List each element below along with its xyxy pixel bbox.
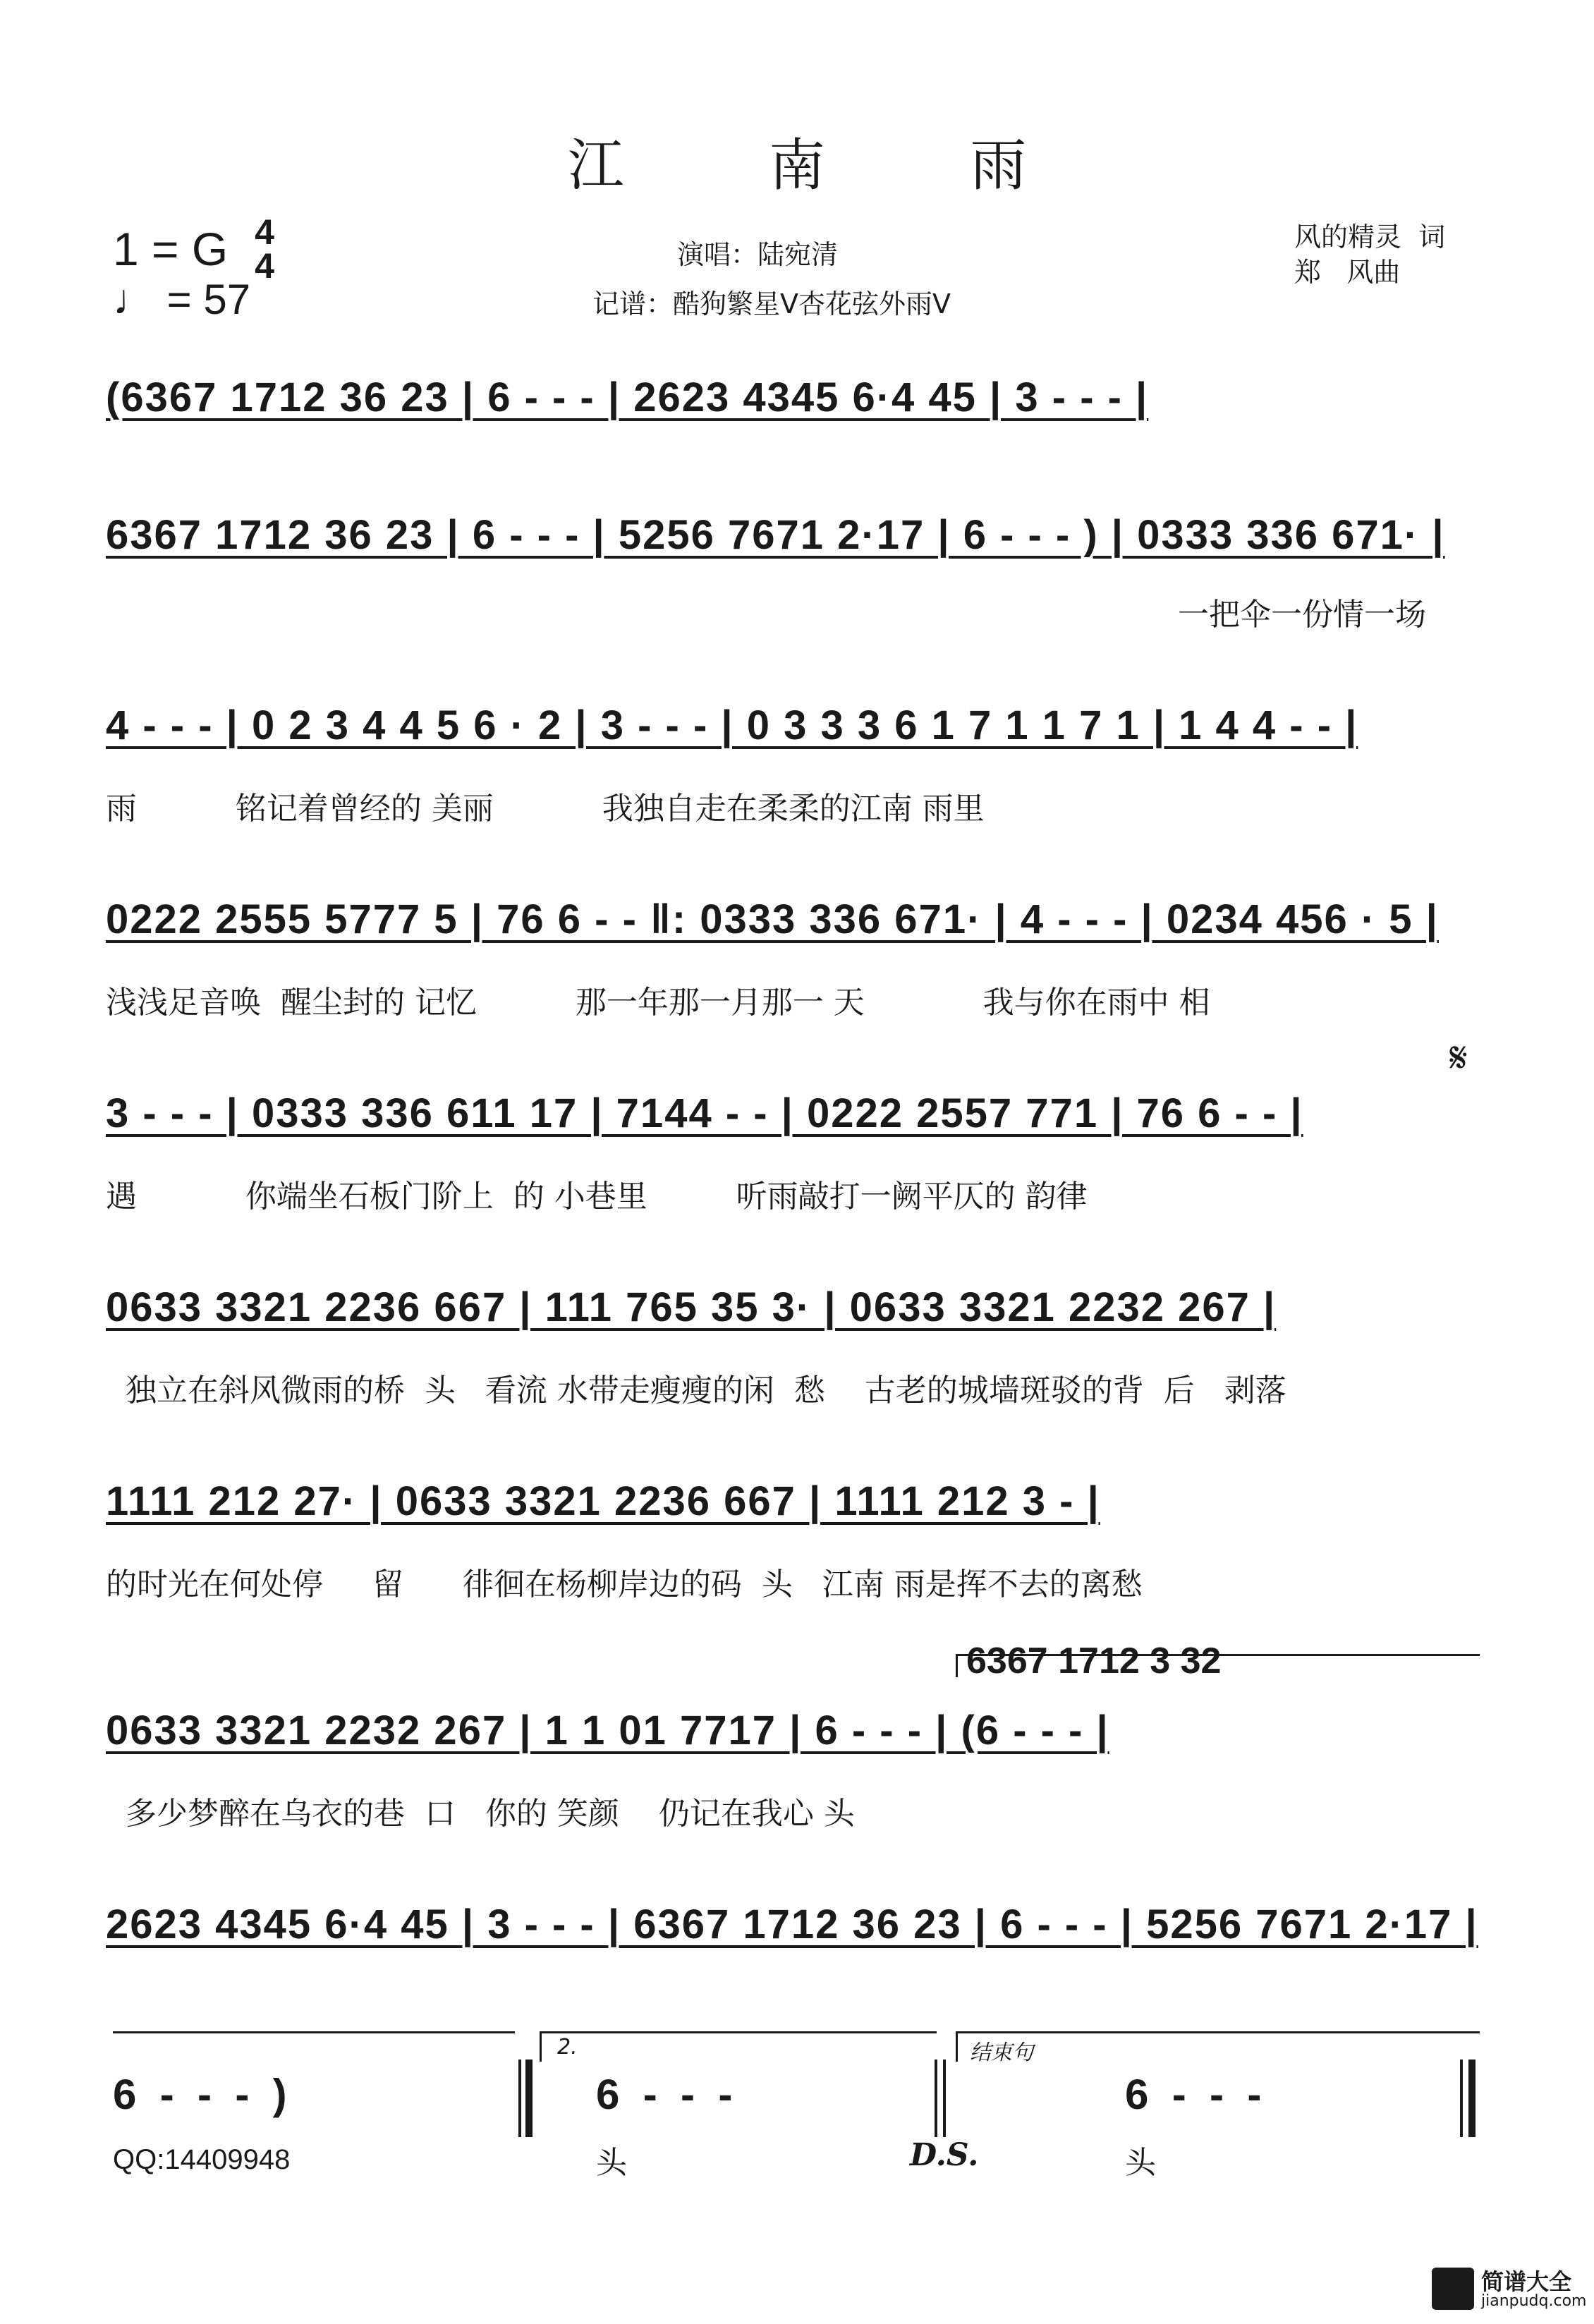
site-logo[interactable] (1432, 2264, 1587, 2313)
repeat-bar-thick (525, 2060, 533, 2137)
logo-title: 简谱大全 (1481, 2268, 1572, 2295)
notation-line: 0633 3321 2236 667 | 111 765 35 3· | 0633 3321 2232 267 | (106, 1284, 1277, 1330)
time-signature (247, 212, 282, 286)
lyric-line: 的时光在何处停 留 徘徊在杨柳岸边的码 头 江南 雨是挥不去的离愁 (106, 1566, 1143, 1602)
final-bar-thick (1468, 2060, 1476, 2137)
second-ending-label: 2. (557, 2035, 578, 2060)
transcriber-credit: 记谱：酷狗繁星V杏花弦外雨V (592, 288, 951, 320)
notation-line: 3 - - - | 0333 336 611 17 | 7144 - - | 0222 2557 771 | 76 6 - - | (106, 1090, 1303, 1136)
tempo-marking: ♩ = 57 (113, 276, 251, 323)
ending-bar-b (943, 2060, 946, 2137)
notation-line: 2623 4345 6·4 45 | 3 - - - | 6367 1712 36 23 | 6 - - - | 5256 7671 2·17 | (106, 1902, 1478, 1947)
first-ending-bracket (113, 2031, 515, 2062)
piano-keys-icon (1432, 2268, 1474, 2310)
song-title: 江 南 雨 (567, 133, 1090, 198)
logo-url: jianpudq.com (1481, 2292, 1587, 2310)
second-ending-lyric: 头 (596, 2145, 627, 2181)
time-signature-top: 4 (255, 212, 274, 252)
segno-sign: 𝄋 (1449, 1033, 1468, 1083)
lyric-line: 浅浅足音唤 醒尘封的 记忆 那一年那一月那一 天 我与你在雨中 相 (106, 985, 1210, 1021)
ending-bar-a (935, 2060, 937, 2137)
key-signature: 1 = G (113, 223, 229, 275)
composer-credit: 郑 风曲 (1294, 257, 1401, 288)
repeat-bar-thin (518, 2060, 521, 2137)
time-signature-bottom: 4 (255, 246, 274, 286)
notation-line: 0222 2555 5777 5 | 76 6 - - ‖: 0333 336 671· | 4 - - - | 0234 456 · 5 | (106, 896, 1439, 942)
coda-label: 结束句 (970, 2040, 1033, 2065)
coda-bracket (956, 2031, 1480, 2062)
notation-line: 1111 212 27· | 0633 3321 2236 667 | 1111 212 3 - | (106, 1478, 1100, 1524)
qq-contact: QQ:14409948 (113, 2144, 291, 2175)
lyric-line: 遇 你端坐石板门阶上 的 小巷里 听雨敲打一阙平仄的 韵律 (106, 1179, 1088, 1215)
notation-line: (6367 1712 36 23 | 6 - - - | 2623 4345 6·4 45 | 3 - - - | (106, 375, 1149, 420)
lyric-line: 雨 铭记着曾经的 美丽 我独自走在柔柔的江南 雨里 (106, 791, 985, 827)
volta-small-notes: 6367 1712 3 32 (966, 1641, 1222, 1681)
dal-segno: D.S. (910, 2137, 979, 2173)
singer-credit: 演唱：陆宛清 (677, 239, 839, 270)
notation-line: 4 - - - | 0 2 3 4 4 5 6 · 2 | 3 - - - | 0 3 3 3 6 1 7 1 1 7 1 | 1 4 4 - - | (106, 702, 1358, 748)
second-ending-notes: 6 - - - (596, 2071, 733, 2118)
coda-notes: 6 - - - (1125, 2071, 1262, 2118)
first-ending-notes: 6 - - - ) (113, 2071, 287, 2118)
notation-line: 6367 1712 36 23 | 6 - - - | 5256 7671 2·17 | 6 - - - ) | 0333 336 671· | (106, 512, 1445, 558)
notation-line: 0633 3321 2232 267 | 1 1 01 7717 | 6 - - - | (6 - - - | (106, 1708, 1109, 1753)
second-ending-bracket (540, 2031, 937, 2062)
lyricist-credit: 风的精灵 词 (1294, 221, 1446, 253)
lyric-line: 一把伞一份情一场 (1178, 597, 1426, 633)
lyric-line: 多少梦醉在乌衣的巷 口 你的 笑颜 仍记在我心 头 (106, 1796, 855, 1832)
final-bar-thin (1460, 2060, 1463, 2137)
lyric-line: 独立在斜风微雨的桥 头 看流 水带走瘦瘦的闲 愁 古老的城墙斑驳的背 后 剥落 (106, 1373, 1286, 1409)
coda-lyric: 头 (1125, 2145, 1156, 2181)
